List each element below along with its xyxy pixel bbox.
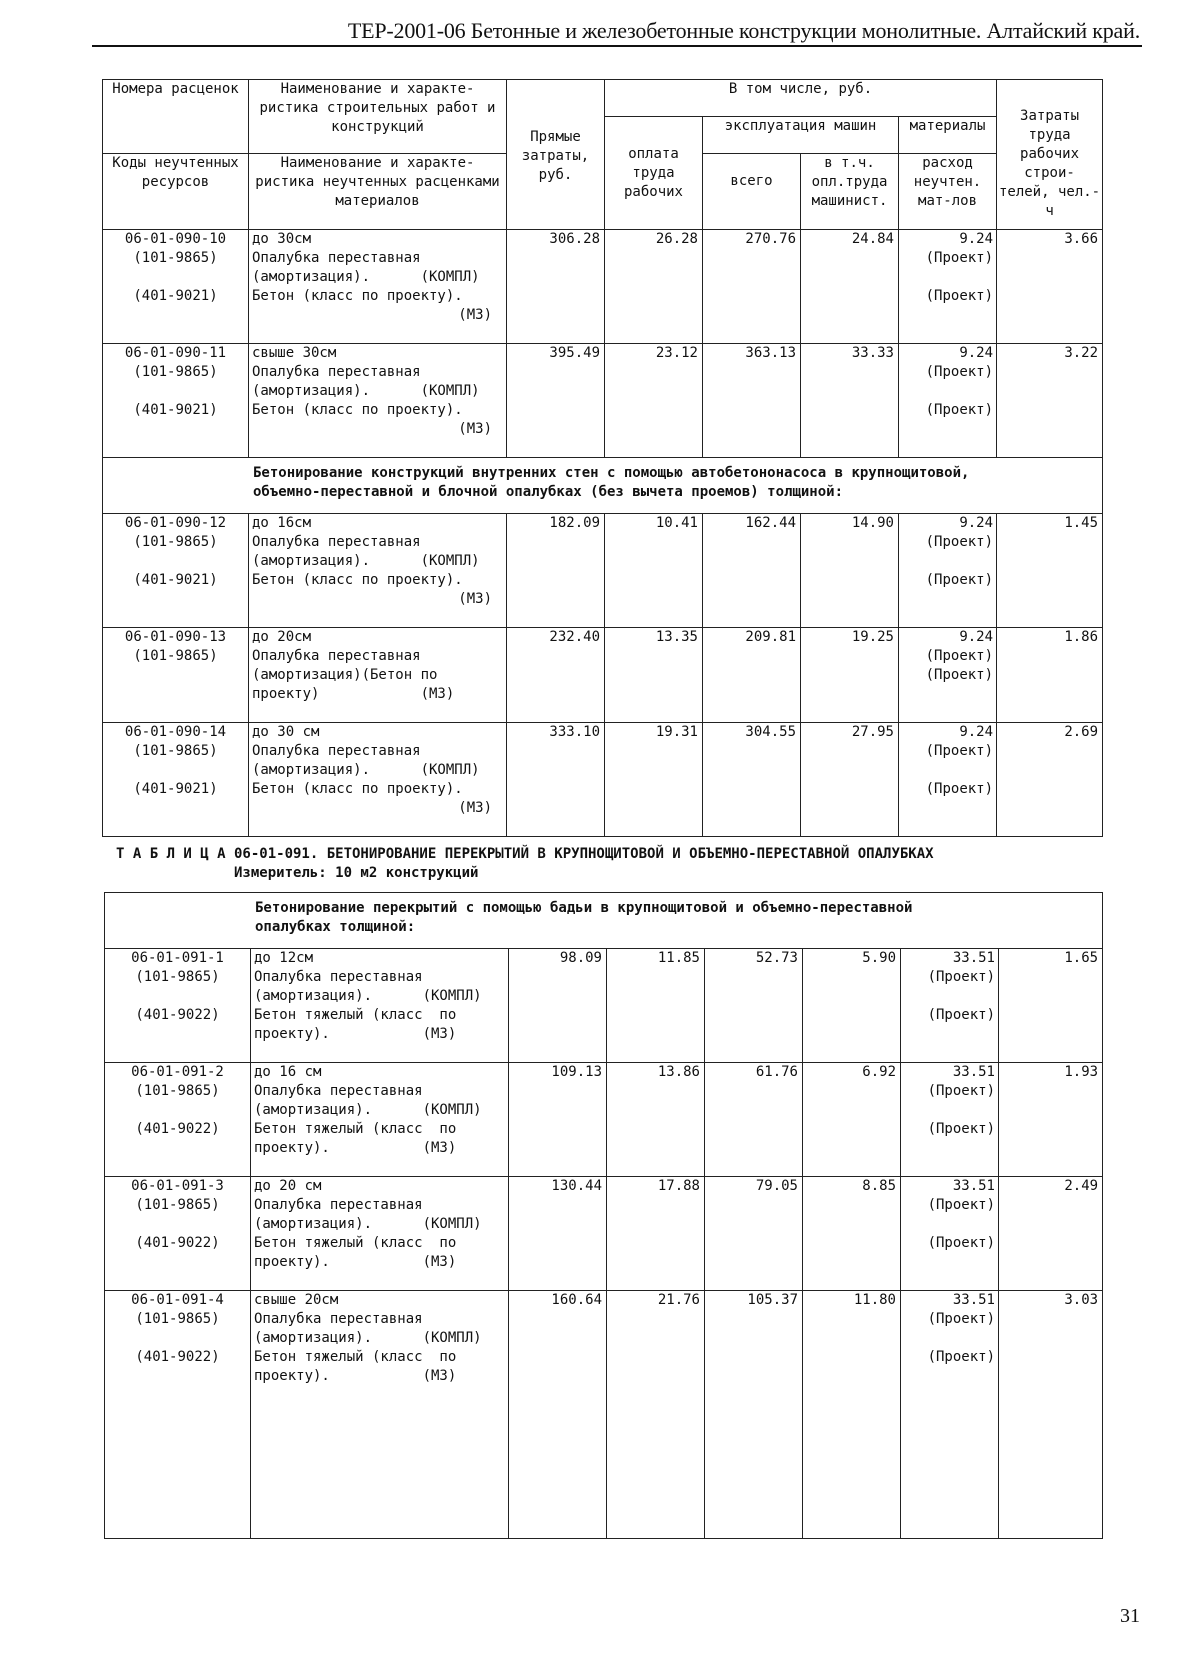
col-header-direct-costs: Прямые затраты, руб. xyxy=(507,80,605,230)
material-name: Опалубка переставная xyxy=(252,364,421,380)
resource-code: (101-9865) xyxy=(135,969,220,985)
resource-code: (101-9865) xyxy=(133,648,218,664)
material-name: Опалубка переставная xyxy=(254,1197,423,1213)
section-heading xyxy=(103,458,1103,514)
materials-cell xyxy=(899,344,997,458)
rate-codes-cell xyxy=(103,344,249,458)
resource-code: (401-9021) xyxy=(133,402,218,418)
materials-project: (Проект) xyxy=(925,288,994,304)
materials-project: (Проект) xyxy=(927,1007,995,1023)
materials-value: 9.24 xyxy=(959,515,994,531)
col-header-rate-numbers: Номера расценок xyxy=(103,80,249,154)
materials-project: (Проект) xyxy=(927,1197,995,1213)
running-header-title: ТЕР-2001-06 Бетонные и железобетонные конструкции монолитные. Алтайский край. xyxy=(347,18,1140,43)
work-description xyxy=(249,628,507,723)
col-header-consumption: расход неучтен. мат-лов xyxy=(899,154,997,230)
col-header-labor-pay: оплата труда рабочих xyxy=(605,117,703,230)
labor-pay-value: 13.35 xyxy=(605,628,703,723)
machine-labor-value: 27.95 xyxy=(801,723,899,837)
material-unit: проекту). (М3) xyxy=(254,1140,457,1156)
material-name: Опалубка переставная xyxy=(254,969,423,985)
resource-code: (101-9865) xyxy=(133,534,218,550)
rate-code: 06-01-090-14 xyxy=(124,724,227,740)
materials-project: (Проект) xyxy=(927,1349,995,1365)
rate-codes-cell xyxy=(103,723,249,837)
material-name: Бетон (класс по проекту). xyxy=(252,402,463,418)
labor-pay-value: 19.31 xyxy=(605,723,703,837)
direct-costs-value: 232.40 xyxy=(507,628,605,723)
col-header-name-materials: Наименование и характе- ристика неучтенных расценками материалов xyxy=(249,154,507,230)
table-title-line: Т А Б Л И Ц А 06-01-091. БЕТОНИРОВАНИЕ ПЕРЕКРЫТИЙ В КРУПНОЩИТОВОЙ И ОБЪЕМНО-ПЕРЕСТАВНОЙ ОПАЛУБКАХ xyxy=(116,846,934,862)
work-name: до 20 см xyxy=(254,1178,322,1194)
machine-total-value: 363.13 xyxy=(703,344,801,458)
material-unit: (амортизация). (КОМПЛ) xyxy=(254,1330,482,1346)
materials-project: (Проект) xyxy=(925,402,994,418)
machine-labor-value: 6.92 xyxy=(803,1063,901,1177)
work-name: до 16 см xyxy=(254,1064,322,1080)
materials-project: (Проект) xyxy=(927,1311,995,1327)
machine-labor-value: 11.80 xyxy=(803,1291,901,1539)
materials-value: 9.24 xyxy=(959,345,994,361)
col-header-total: всего xyxy=(703,154,801,230)
materials-cell xyxy=(899,230,997,344)
col-header-including: В том числе, руб. xyxy=(605,80,997,117)
material-name: Опалубка переставная xyxy=(254,1311,423,1327)
labor-hours-value: 3.22 xyxy=(997,344,1103,458)
resource-code: (101-9865) xyxy=(133,250,218,266)
rate-code: 06-01-090-13 xyxy=(124,629,227,645)
machine-labor-value: 14.90 xyxy=(801,514,899,628)
labor-pay-value: 17.88 xyxy=(607,1177,705,1291)
machine-labor-value: 33.33 xyxy=(801,344,899,458)
machine-labor-value: 5.90 xyxy=(803,949,901,1063)
machine-labor-value: 8.85 xyxy=(803,1177,901,1291)
labor-hours-value: 1.65 xyxy=(999,949,1103,1063)
material-unit: (амортизация). (КОМПЛ) xyxy=(254,988,482,1004)
labor-hours-value: 1.93 xyxy=(999,1063,1103,1177)
rate-code: 06-01-091-1 xyxy=(131,950,224,966)
rates-table-06-01-090 xyxy=(102,79,1103,837)
section-heading-line: опалубках толщиной: xyxy=(255,919,416,935)
labor-pay-value: 23.12 xyxy=(605,344,703,458)
materials-value: 33.51 xyxy=(952,1178,995,1194)
resource-code: (401-9022) xyxy=(135,1349,220,1365)
work-name: свыше 30см xyxy=(252,345,337,361)
table-row xyxy=(103,628,1103,723)
resource-code: (101-9865) xyxy=(135,1197,220,1213)
materials-cell xyxy=(901,1063,999,1177)
materials-project: (Проект) xyxy=(925,534,994,550)
page-number: 31 xyxy=(1120,1605,1140,1627)
labor-pay-value: 26.28 xyxy=(605,230,703,344)
material-name: Бетон тяжелый (класс по xyxy=(254,1349,457,1365)
section-heading-line: объемно-переставной и блочной опалубках (без вычета проемов) толщиной: xyxy=(253,484,844,500)
section-heading-row xyxy=(103,458,1103,514)
material-unit: (амортизация). (КОМПЛ) xyxy=(252,269,480,285)
work-description xyxy=(251,1291,509,1539)
material-unit: (амортизация). (КОМПЛ) xyxy=(252,383,480,399)
rate-codes-cell xyxy=(105,949,251,1063)
labor-pay-value: 13.86 xyxy=(607,1063,705,1177)
machine-total-value: 52.73 xyxy=(705,949,803,1063)
direct-costs-value: 395.49 xyxy=(507,344,605,458)
material-name: Опалубка переставная xyxy=(252,250,421,266)
labor-hours-value: 1.45 xyxy=(997,514,1103,628)
material-name: Опалубка переставная xyxy=(252,534,421,550)
material-name: Бетон тяжелый (класс по xyxy=(254,1007,457,1023)
material-unit: (М3) xyxy=(458,800,492,816)
work-description xyxy=(251,1177,509,1291)
rates-table-06-01-091 xyxy=(104,892,1103,1539)
rate-code: 06-01-090-11 xyxy=(124,345,227,361)
direct-costs-value: 98.09 xyxy=(509,949,607,1063)
material-name: Бетон тяжелый (класс по xyxy=(254,1235,457,1251)
section-heading-line: Бетонирование перекрытий с помощью бадьи в крупнощитовой и объемно-переставной xyxy=(255,900,913,916)
table-unit-line: Измеритель: 10 м2 конструкций xyxy=(116,865,479,881)
materials-value: 33.51 xyxy=(952,950,995,966)
material-unit: (М3) xyxy=(458,421,492,437)
table-row xyxy=(103,230,1103,344)
materials-project: (Проект) xyxy=(927,969,995,985)
machine-total-value: 209.81 xyxy=(703,628,801,723)
labor-hours-value: 2.69 xyxy=(997,723,1103,837)
col-header-materials: материалы xyxy=(899,117,997,154)
table-row xyxy=(105,1291,1103,1539)
materials-project: (Проект) xyxy=(927,1083,995,1099)
materials-cell xyxy=(899,514,997,628)
material-unit: (амортизация). (КОМПЛ) xyxy=(254,1216,482,1232)
work-name: до 30 см xyxy=(252,724,320,740)
machine-total-value: 61.76 xyxy=(705,1063,803,1177)
labor-pay-value: 10.41 xyxy=(605,514,703,628)
resource-code: (101-9865) xyxy=(135,1311,220,1327)
resource-code: (401-9021) xyxy=(133,572,218,588)
section-heading xyxy=(105,893,1103,949)
materials-value: 33.51 xyxy=(952,1292,995,1308)
labor-hours-value: 3.66 xyxy=(997,230,1103,344)
rate-code: 06-01-091-3 xyxy=(131,1178,224,1194)
col-header-machine-ops: эксплуатация машин xyxy=(703,117,899,154)
machine-labor-value: 19.25 xyxy=(801,628,899,723)
machine-total-value: 270.76 xyxy=(703,230,801,344)
materials-cell xyxy=(899,628,997,723)
work-description xyxy=(249,344,507,458)
materials-value: 9.24 xyxy=(959,724,994,740)
labor-hours-value: 1.86 xyxy=(997,628,1103,723)
section-heading-line: Бетонирование конструкций внутренних стен с помощью автобетононасоса в крупнощитовой, xyxy=(253,465,970,481)
materials-project: (Проект) xyxy=(925,364,994,380)
material-unit: (М3) xyxy=(458,307,492,323)
rate-codes-cell xyxy=(105,1177,251,1291)
rate-codes-cell xyxy=(103,514,249,628)
col-header-labor-costs: Затраты труда рабочих строи- телей, чел.-ч xyxy=(997,80,1103,230)
materials-project: (Проект) xyxy=(927,1121,995,1137)
material-name: Опалубка переставная xyxy=(254,1083,423,1099)
resource-code: (101-9865) xyxy=(133,743,218,759)
direct-costs-value: 306.28 xyxy=(507,230,605,344)
work-description xyxy=(249,230,507,344)
work-description xyxy=(249,723,507,837)
materials-project: (Проект) xyxy=(925,743,994,759)
table-row xyxy=(103,723,1103,837)
direct-costs-value: 160.64 xyxy=(509,1291,607,1539)
direct-costs-value: 130.44 xyxy=(509,1177,607,1291)
col-header-name-work: Наименование и характе- ристика строительных работ и конструкций xyxy=(249,80,507,154)
col-header-incl-operators: в т.ч. опл.труда машинист. xyxy=(801,154,899,230)
resource-code: (401-9022) xyxy=(135,1121,220,1137)
rate-codes-cell xyxy=(103,628,249,723)
machine-total-value: 162.44 xyxy=(703,514,801,628)
labor-hours-value: 2.49 xyxy=(999,1177,1103,1291)
material-name: Бетон (класс по проекту). xyxy=(252,572,463,588)
machine-total-value: 304.55 xyxy=(703,723,801,837)
labor-pay-value: 21.76 xyxy=(607,1291,705,1539)
material-name: Опалубка переставная xyxy=(252,743,421,759)
material-name: Бетон тяжелый (класс по xyxy=(254,1121,457,1137)
table-row xyxy=(105,1063,1103,1177)
col-header-resource-codes: Коды неучтенных ресурсов xyxy=(103,154,249,230)
materials-project: (Проект) xyxy=(927,1235,995,1251)
materials-project: (Проект) xyxy=(925,648,994,664)
labor-pay-value: 11.85 xyxy=(607,949,705,1063)
materials-project: (Проект) xyxy=(925,667,994,683)
material-name: (амортизация)(Бетон по xyxy=(252,667,438,683)
rate-codes-cell xyxy=(103,230,249,344)
rate-codes-cell xyxy=(105,1063,251,1177)
table-row xyxy=(103,514,1103,628)
resource-code: (401-9022) xyxy=(135,1007,220,1023)
work-name: свыше 20см xyxy=(254,1292,339,1308)
materials-cell xyxy=(901,1177,999,1291)
resource-code: (401-9022) xyxy=(135,1235,220,1251)
work-description xyxy=(251,949,509,1063)
labor-hours-value: 3.03 xyxy=(999,1291,1103,1539)
material-unit: (амортизация). (КОМПЛ) xyxy=(252,762,480,778)
direct-costs-value: 333.10 xyxy=(507,723,605,837)
materials-value: 33.51 xyxy=(952,1064,995,1080)
rate-code: 06-01-090-12 xyxy=(124,515,227,531)
work-name: до 30см xyxy=(252,231,312,247)
materials-cell xyxy=(901,1291,999,1539)
rate-code: 06-01-090-10 xyxy=(124,231,227,247)
materials-project: (Проект) xyxy=(925,781,994,797)
table-row xyxy=(103,344,1103,458)
material-unit: проекту). (М3) xyxy=(254,1254,457,1270)
materials-cell xyxy=(901,949,999,1063)
table-title xyxy=(116,845,1116,883)
header-rule xyxy=(92,45,1142,47)
materials-project: (Проект) xyxy=(925,250,994,266)
materials-project: (Проект) xyxy=(925,572,994,588)
material-name: Опалубка переставная xyxy=(252,648,421,664)
direct-costs-value: 182.09 xyxy=(507,514,605,628)
materials-value: 9.24 xyxy=(959,231,994,247)
machine-total-value: 105.37 xyxy=(705,1291,803,1539)
resource-code: (401-9021) xyxy=(133,288,218,304)
rate-codes-cell xyxy=(105,1291,251,1539)
machine-labor-value: 24.84 xyxy=(801,230,899,344)
work-name: до 20см xyxy=(252,629,312,645)
rate-code: 06-01-091-4 xyxy=(131,1292,224,1308)
resource-code: (101-9865) xyxy=(135,1083,220,1099)
material-unit: (М3) xyxy=(458,591,492,607)
work-name: до 16см xyxy=(252,515,312,531)
resource-code: (101-9865) xyxy=(133,364,218,380)
material-name: Бетон (класс по проекту). xyxy=(252,288,463,304)
materials-value: 9.24 xyxy=(959,629,994,645)
material-unit: (амортизация). (КОМПЛ) xyxy=(254,1102,482,1118)
resource-code: (401-9021) xyxy=(133,781,218,797)
material-unit: проекту). (М3) xyxy=(254,1368,457,1384)
table-row xyxy=(105,949,1103,1063)
material-unit: проекту). (М3) xyxy=(254,1026,457,1042)
rate-code: 06-01-091-2 xyxy=(131,1064,224,1080)
material-unit: проекту) (М3) xyxy=(252,686,455,702)
work-name: до 12см xyxy=(254,950,314,966)
direct-costs-value: 109.13 xyxy=(509,1063,607,1177)
machine-total-value: 79.05 xyxy=(705,1177,803,1291)
section-heading-row xyxy=(105,893,1103,949)
materials-cell xyxy=(899,723,997,837)
material-name: Бетон (класс по проекту). xyxy=(252,781,463,797)
table-row xyxy=(105,1177,1103,1291)
material-unit: (амортизация). (КОМПЛ) xyxy=(252,553,480,569)
work-description xyxy=(249,514,507,628)
work-description xyxy=(251,1063,509,1177)
